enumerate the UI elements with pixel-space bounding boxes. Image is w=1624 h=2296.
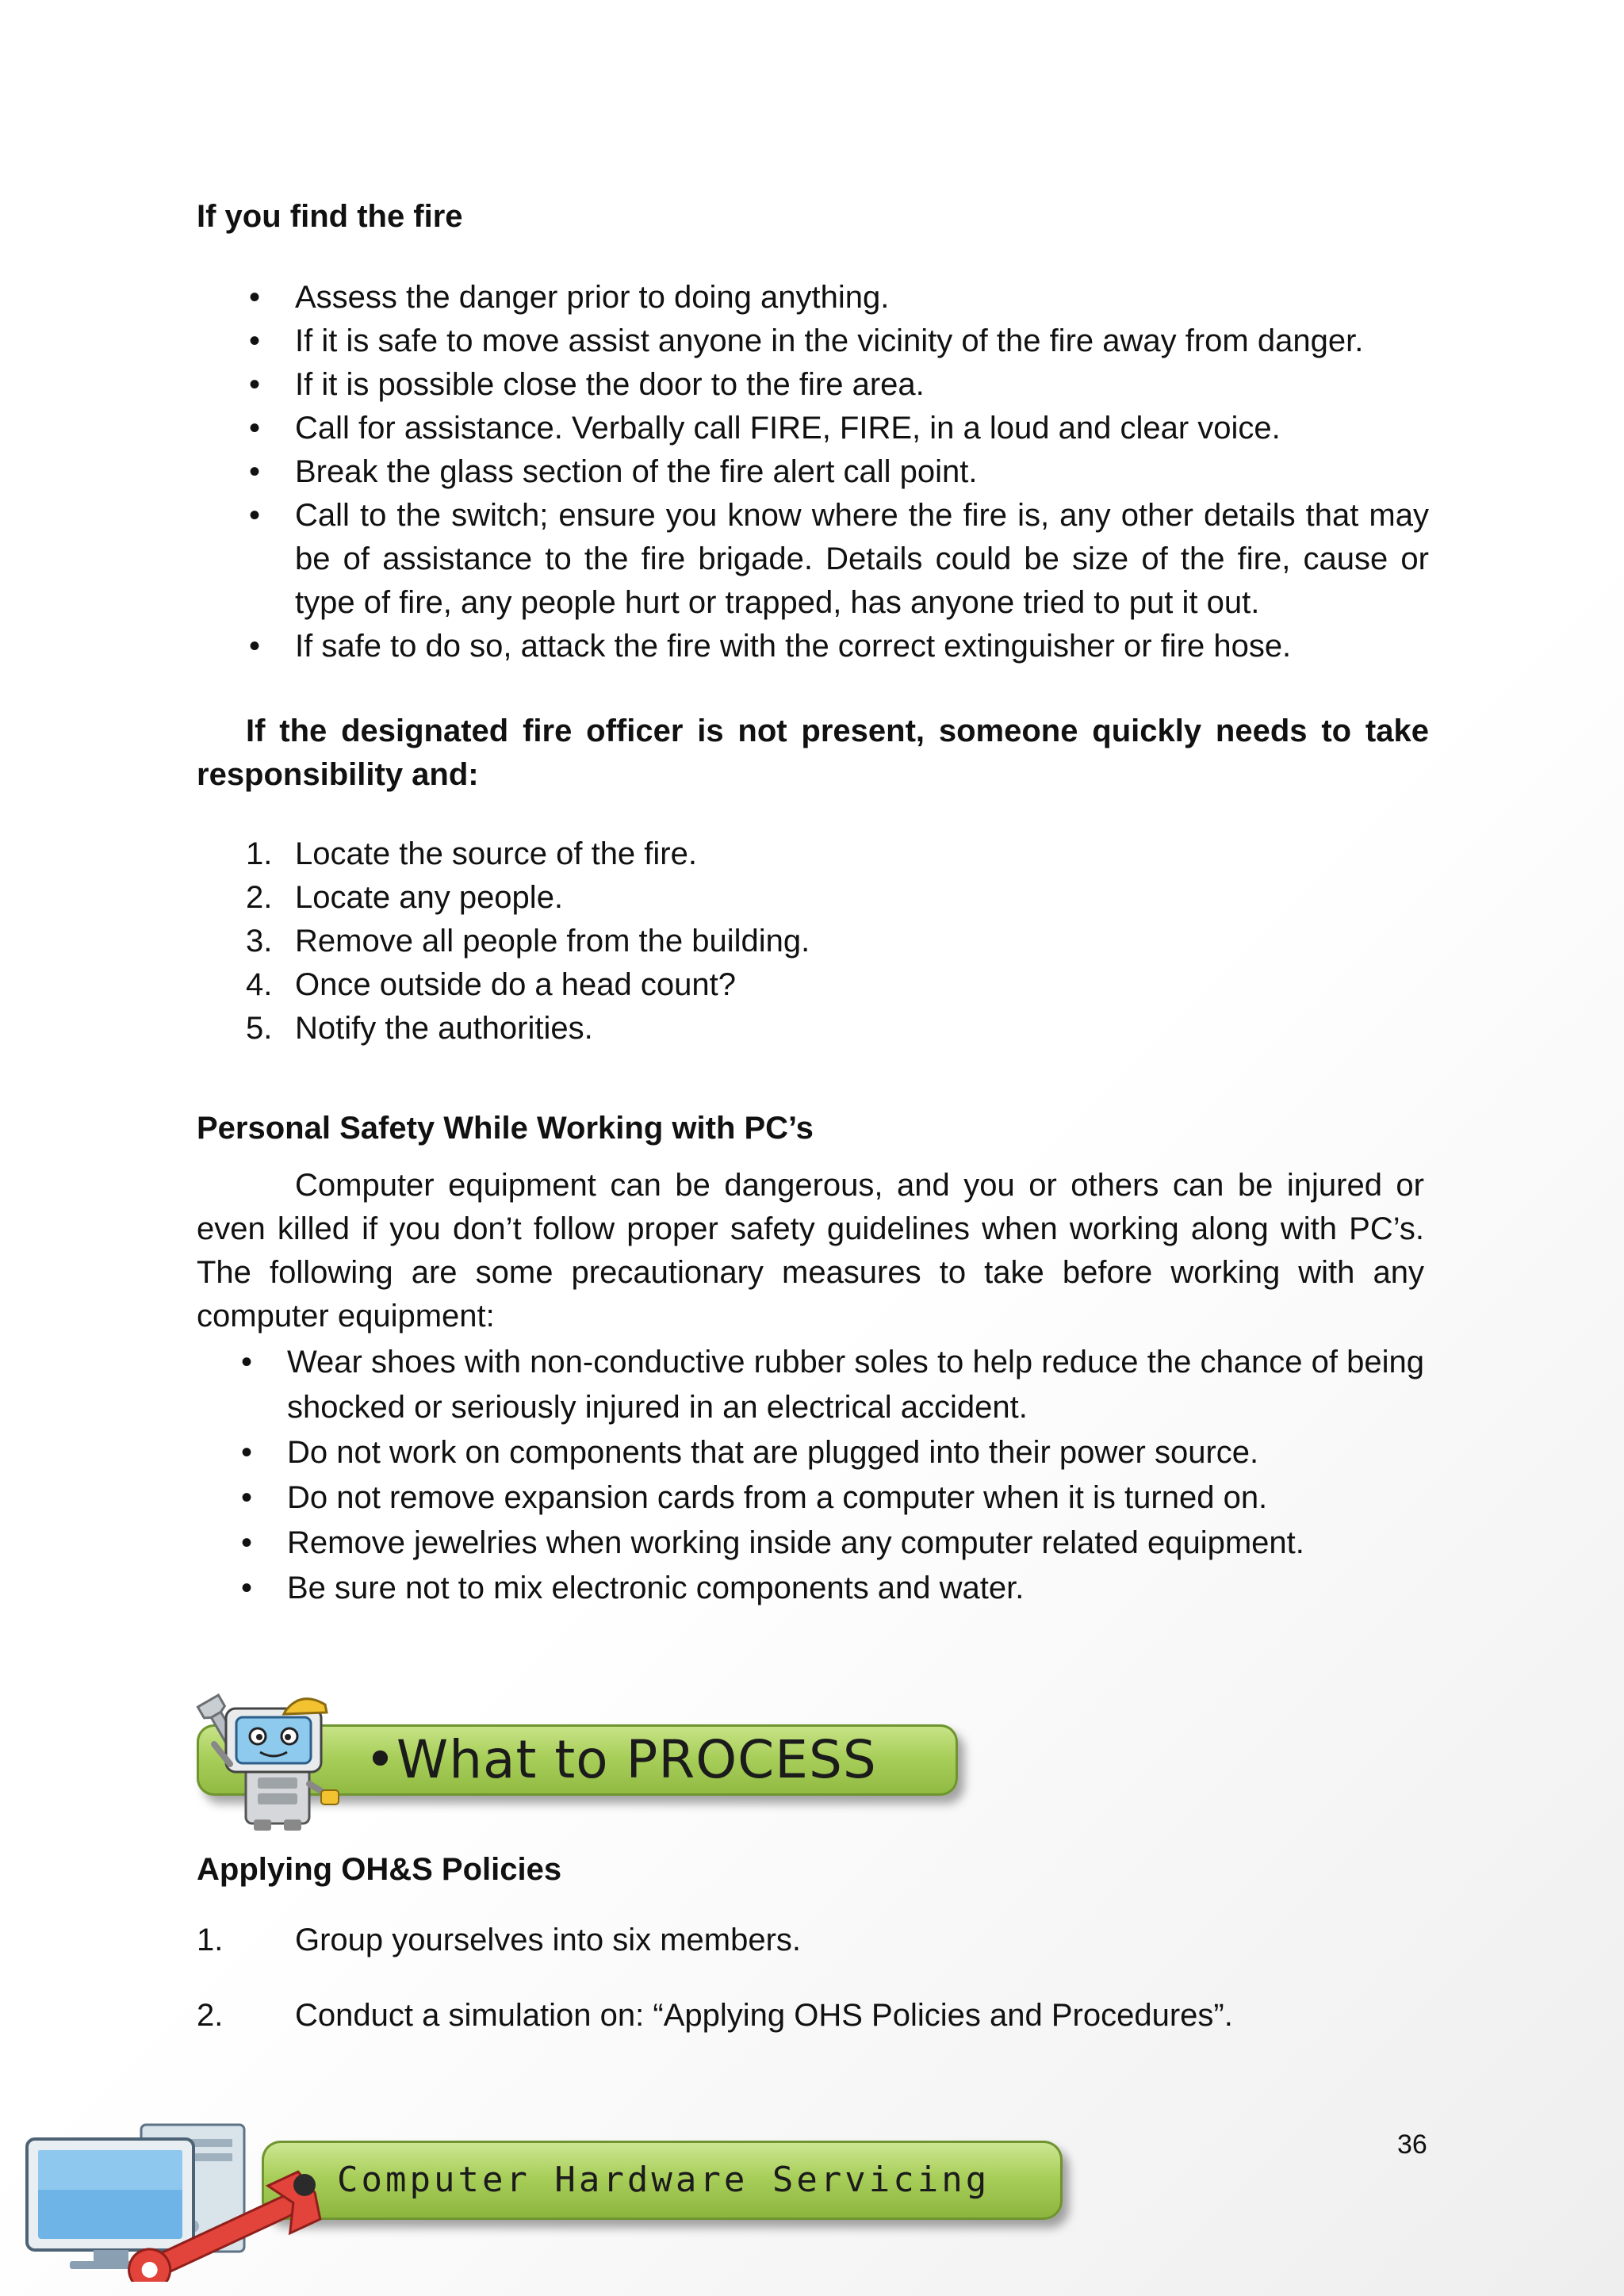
step-text: Locate the source of the fire. [295, 836, 697, 871]
step-text: Once outside do a head count? [295, 967, 736, 1002]
step-number: 4. [246, 967, 273, 1002]
fire-heading: If you find the fire [197, 199, 463, 234]
bullet-icon: • [249, 498, 261, 533]
ohs-heading: Applying OH&S Policies [197, 1852, 562, 1887]
bullet-icon: • [241, 1571, 253, 1605]
bullet-icon: • [241, 1435, 253, 1470]
list-item [246, 920, 1429, 963]
officer-steps-list [246, 832, 1429, 1050]
bullet-icon: • [249, 454, 261, 489]
list-item [238, 1340, 1424, 1430]
step-number: 2. [246, 880, 273, 915]
list-item [238, 1475, 1424, 1521]
step-number: 1. [246, 836, 273, 871]
pc-safety-bullet-list [238, 1340, 1424, 1611]
step-text: Group yourselves into six members. [295, 1923, 802, 1957]
list-item-text: Do not work on components that are plugged into their power source. [287, 1435, 1259, 1470]
page-number: 36 [1397, 2130, 1427, 2160]
list-item-text: Be sure not to mix electronic components and water. [287, 1571, 1025, 1605]
bullet-icon: • [249, 411, 261, 446]
list-item-text: Call to the switch; ensure you know where the fire is, any other details that may be of assistance to the fire brigade. Details could be size of the fire, cause or type of fire, any people hurt or trapped, has anyone tried to put it out. [295, 498, 1429, 620]
step-number: 2. [197, 1998, 224, 2033]
list-item-text: Call for assistance. Verbally call FIRE, FIRE, in a loud and clear voice. [295, 411, 1281, 446]
step-number: 5. [246, 1011, 273, 1046]
list-item [246, 494, 1429, 625]
list-item-text: If safe to do so, attack the fire with the correct extinguisher or fire hose. [295, 629, 1292, 664]
bullet-icon: • [249, 280, 261, 315]
list-item [246, 407, 1429, 450]
process-banner-label: •What to PROCESS [365, 1729, 877, 1790]
list-item [246, 1007, 1429, 1050]
footer-title: Computer Hardware Servicing [337, 2160, 990, 2200]
list-item [246, 832, 1429, 876]
list-item [246, 276, 1429, 320]
pc-safety-heading: Personal Safety While Working with PC’s [197, 1111, 814, 1146]
list-item-text: Do not remove expansion cards from a computer when it is turned on. [287, 1480, 1268, 1515]
bullet-icon: • [249, 323, 261, 358]
list-item-text: If it is safe to move assist anyone in the vicinity of the fire away from danger. [295, 323, 1364, 358]
bullet-icon: • [241, 1525, 253, 1560]
step-text: Conduct a simulation on: “Applying OHS Policies and Procedures”. [295, 1998, 1233, 2033]
list-item [246, 963, 1429, 1007]
ohs-step-2 [197, 1994, 1233, 2038]
list-item-text: If it is possible close the door to the fire area. [295, 367, 925, 402]
list-item [246, 876, 1429, 920]
computer-wrench-icon [22, 2115, 339, 2282]
step-text: Locate any people. [295, 880, 564, 915]
fire-bullet-list [246, 276, 1429, 668]
list-item [246, 450, 1429, 494]
list-item [246, 320, 1429, 363]
step-number: 1. [197, 1923, 224, 1957]
step-number: 3. [246, 924, 273, 959]
bullet-icon: • [241, 1345, 253, 1380]
list-item [246, 625, 1429, 668]
list-item-text: Break the glass section of the fire alert call point. [295, 454, 978, 489]
step-text: Remove all people from the building. [295, 924, 810, 959]
list-item-text: Wear shoes with non-conductive rubber soles to help reduce the chance of being shocked or seriously injured in an electrical accident. [287, 1345, 1424, 1425]
pc-safety-paragraph: Computer equipment can be dangerous, and you or others can be injured or even killed if you don’t follow proper safety guidelines when working along with PC’s. The following are some precautionary measures to take before working with any computer equipment: [197, 1168, 1424, 1334]
list-item [246, 363, 1429, 407]
ohs-step-1 [197, 1919, 801, 1962]
list-item [238, 1566, 1424, 1611]
officer-heading: If the designated fire officer is not present, someone quickly needs to take responsibility and: [197, 714, 1429, 792]
step-text: Notify the authorities. [295, 1011, 593, 1046]
list-item [238, 1521, 1424, 1566]
list-item [238, 1430, 1424, 1475]
robot-mascot-icon [190, 1689, 349, 1831]
bullet-icon: • [249, 629, 261, 664]
list-item-text: Remove jewelries when working inside any computer related equipment. [287, 1525, 1304, 1560]
bullet-icon: • [241, 1480, 253, 1515]
list-item-text: Assess the danger prior to doing anything. [295, 280, 890, 315]
bullet-icon: • [249, 367, 261, 402]
